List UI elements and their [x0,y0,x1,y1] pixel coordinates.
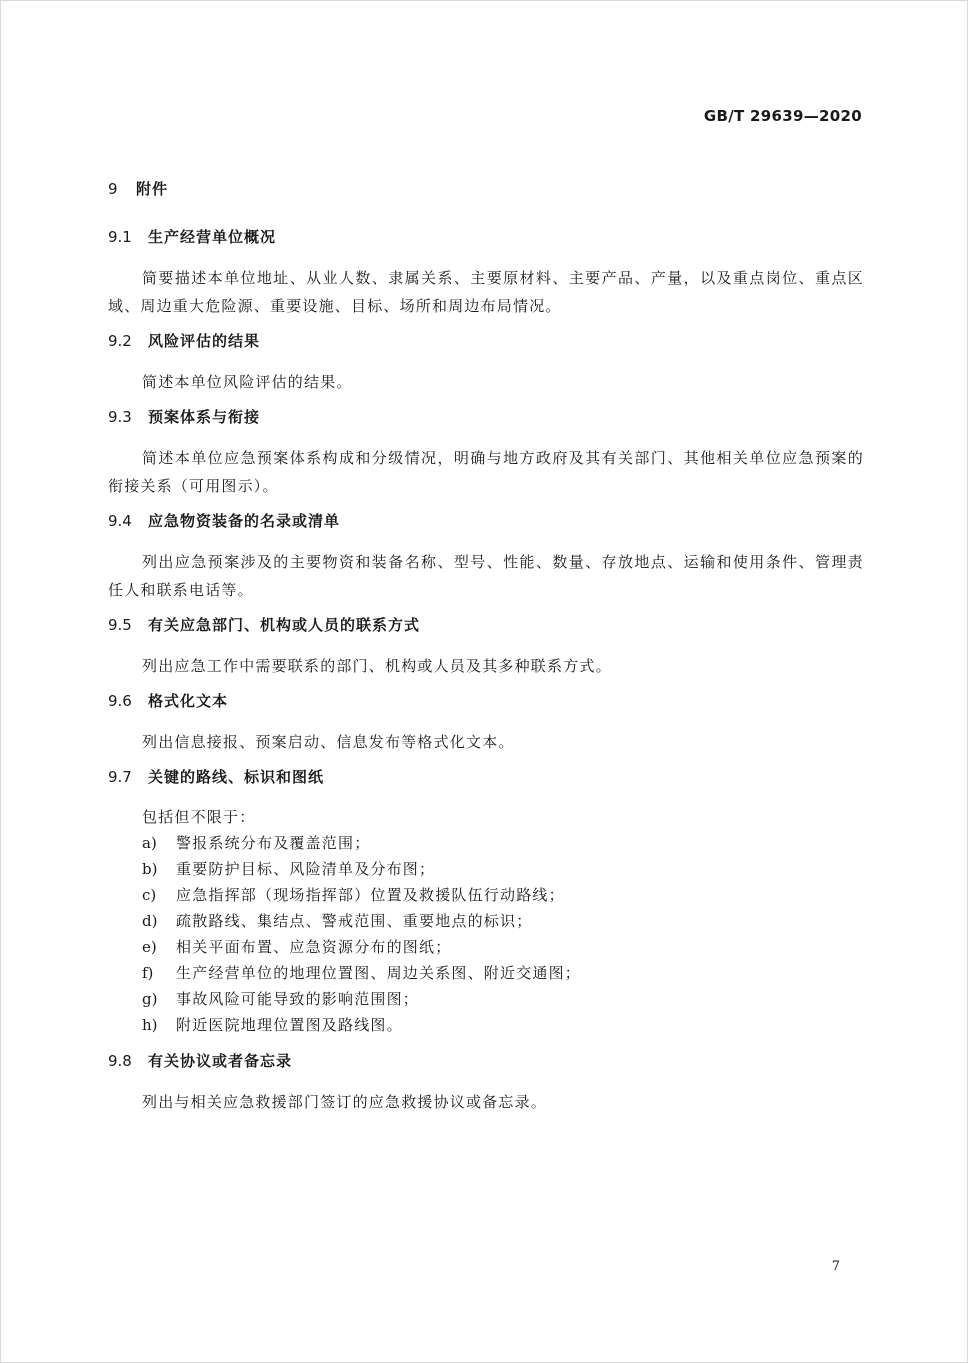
section-heading-9-7 [108,766,864,788]
section-text-9-7: 包括但不限于： [142,808,256,826]
list-item: f) 生产经营单位的地理位置图、周边关系图、附近交通图； [142,964,582,982]
section-heading-9-8 [108,1050,864,1072]
section-number: 9.4 [108,512,132,530]
section-text-9-6: 列出信息接报、预案启动、信息发布等格式化文本。 [142,733,515,751]
document-body [108,178,864,1116]
section-number: 9.8 [108,1052,132,1070]
section-title: 有关应急部门、机构或人员的联系方式 [148,616,421,634]
section-title: 格式化文本 [148,692,229,710]
page-number: 7 [831,1259,840,1274]
chapter-title: 附件 [136,180,169,198]
section-title: 生产经营单位概况 [148,228,277,246]
list-item: b) 重要防护目标、风险清单及分布图； [142,860,436,878]
section-heading-9-4 [108,510,864,532]
section-text-9-3: 简述本单位应急预案体系构成和分级情况，明确与地方政府及其有关部门、其他相关单位应急预案的衔接关系（可用图示）。 [108,449,864,495]
section-number: 9.7 [108,768,132,786]
section-title: 风险评估的结果 [148,332,261,350]
section-title: 有关协议或者备忘录 [148,1052,293,1070]
chapter-heading [108,178,864,200]
section-heading-9-5 [108,614,864,636]
section-heading-9-3 [108,406,864,428]
section-number: 9.5 [108,616,132,634]
list-item: a) 警报系统分布及覆盖范围； [142,834,371,852]
section-number: 9.2 [108,332,132,350]
section-title: 预案体系与衔接 [148,408,261,426]
section-text-9-4: 列出应急预案涉及的主要物资和装备名称、型号、性能、数量、存放地点、运输和使用条件、管理责任人和联系电话等。 [108,553,864,599]
list-item: g) 事故风险可能导致的影响范围图； [142,990,420,1008]
section-title: 关键的路线、标识和图纸 [148,768,325,786]
section-title: 应急物资装备的名录或清单 [148,512,341,530]
list-item: d) 疏散路线、集结点、警戒范围、重要地点的标识； [142,912,533,930]
standard-number: GB/T 29639—2020 [703,107,862,125]
section-text-9-2: 简述本单位风险评估的结果。 [142,373,353,391]
route-map-list [108,830,864,1038]
section-text-9-1: 简要描述本单位地址、从业人数、隶属关系、主要原材料、主要产品、产量，以及重点岗位、重点区域、周边重大危险源、重要设施、目标、场所和周边布局情况。 [108,269,864,315]
list-item: e) 相关平面布置、应急资源分布的图纸； [142,938,452,956]
section-text-9-8: 列出与相关应急救援部门签订的应急救援协议或备忘录。 [142,1093,548,1111]
list-item: h) 附近医院地理位置图及路线图。 [142,1016,403,1034]
list-item: c) 应急指挥部（现场指挥部）位置及救援队伍行动路线； [142,886,565,904]
section-heading-9-6 [108,690,864,712]
section-heading-9-1 [108,226,864,248]
section-number: 9.1 [108,228,132,246]
section-number: 9.3 [108,408,132,426]
section-text-9-5: 列出应急工作中需要联系的部门、机构或人员及其多种联系方式。 [142,657,612,675]
chapter-number: 9 [108,180,118,198]
section-heading-9-2 [108,330,864,352]
section-number: 9.6 [108,692,132,710]
